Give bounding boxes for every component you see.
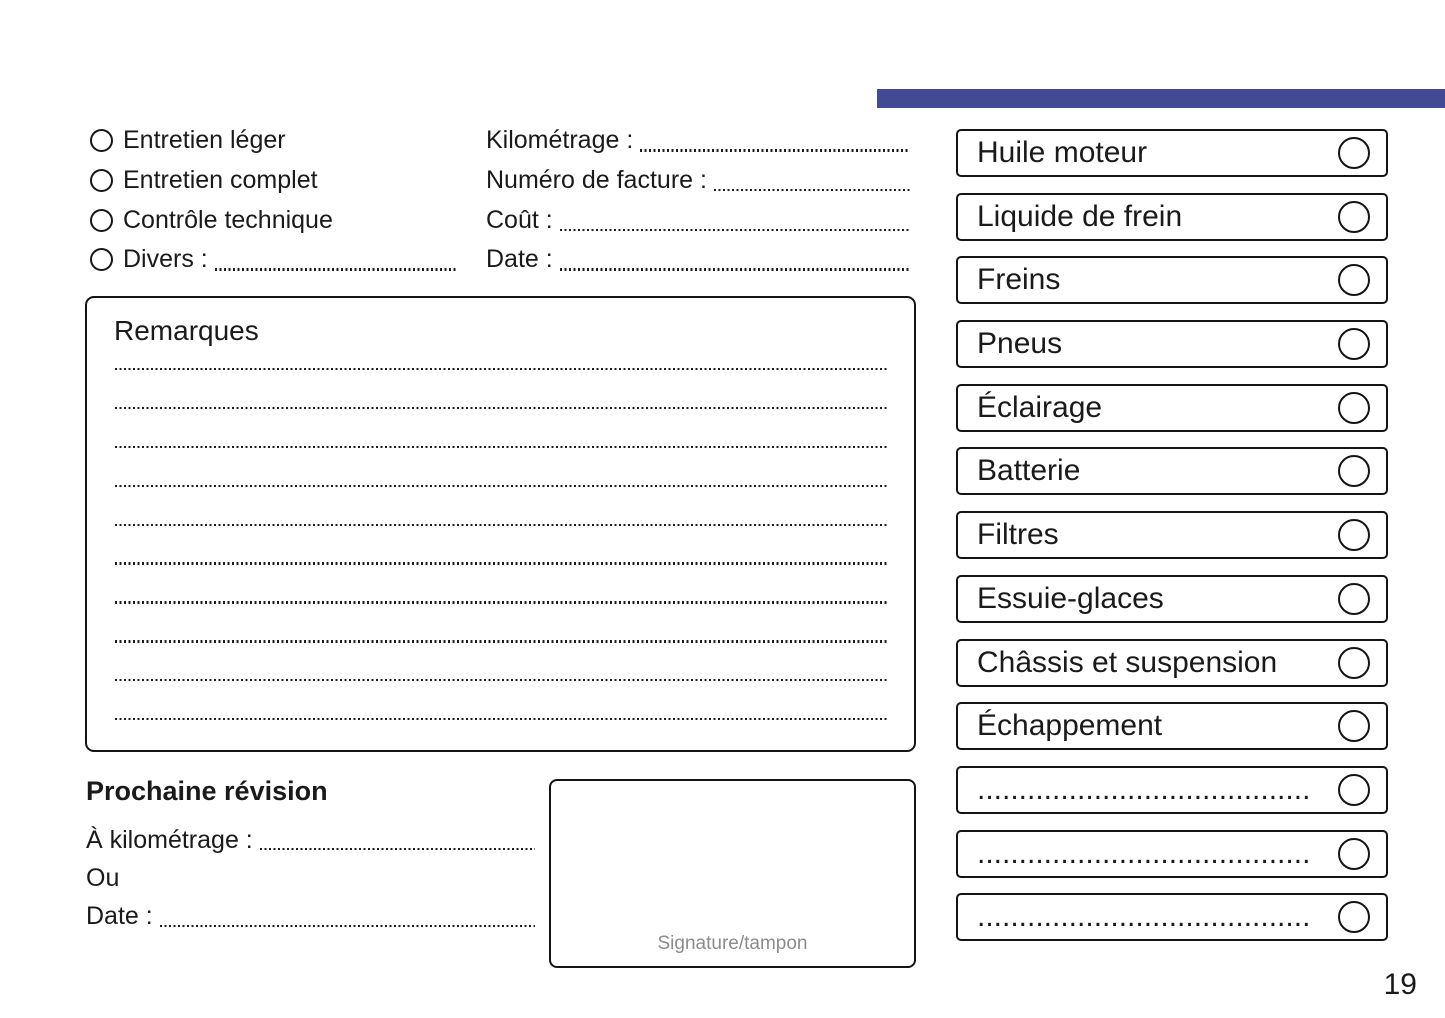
checklist-item [956,129,1388,177]
check-circle[interactable] [1338,710,1370,742]
write-in-line[interactable] [215,268,458,270]
write-in-line[interactable] [115,368,888,370]
write-in-line[interactable] [260,848,535,850]
check-circle[interactable] [1338,901,1370,933]
next-service-row [86,898,535,936]
checklist-item-blank[interactable] [956,766,1388,814]
radio-circle[interactable] [90,248,113,271]
check-circle[interactable] [1338,328,1370,360]
service-type-label: Entretien léger [123,126,286,155]
checklist-item-label: Essuie-glaces [977,581,1164,615]
service-type-options [90,121,458,280]
write-in-line[interactable] [115,524,888,526]
checklist-item [956,384,1388,432]
checklist-item [956,639,1388,687]
service-type-label: Divers : [123,245,208,274]
write-in-line[interactable] [160,925,535,927]
check-circle[interactable] [1338,519,1370,551]
checklist-item-label: Liquide de frein [977,199,1183,233]
remarks-title: Remarques [114,315,259,346]
checklist-item-label: Batterie [977,454,1081,488]
inspection-checklist [956,129,1388,941]
write-in-line[interactable] [115,485,888,487]
checklist-item-write-in[interactable]: ........................................ [977,836,1311,870]
remarks-box [85,296,916,752]
record-fields [486,121,910,280]
service-type-label: Contrôle technique [123,205,333,234]
write-in-line[interactable] [115,601,888,603]
field-label: Kilométrage : [486,126,634,155]
field-row [486,121,910,161]
checklist-item [956,193,1388,241]
service-type-option [90,240,458,280]
checklist-item [956,511,1388,559]
service-type-option [90,200,458,240]
check-circle[interactable] [1338,838,1370,870]
write-in-line[interactable] [115,562,888,564]
checklist-item-label: Échappement [977,709,1163,743]
radio-circle[interactable] [90,169,113,192]
service-type-label: Entretien complet [123,166,318,195]
write-in-line[interactable] [714,189,910,191]
write-in-line[interactable] [115,446,888,448]
signature-label: Signature/tampon [657,933,808,954]
write-in-line[interactable] [560,229,910,231]
radio-circle[interactable] [90,209,113,232]
checklist-item [956,575,1388,623]
checklist-item [956,320,1388,368]
check-circle[interactable] [1338,647,1370,679]
checklist-item-label: Freins [977,263,1061,297]
write-in-line[interactable] [115,679,888,681]
accent-bar [877,89,1445,108]
checklist-item-blank[interactable] [956,893,1388,941]
write-in-line[interactable] [115,407,888,409]
write-in-line[interactable] [560,268,910,270]
next-service-section [86,776,535,936]
checklist-item [956,702,1388,750]
write-in-line[interactable] [115,718,888,720]
check-circle[interactable] [1338,455,1370,487]
checklist-item-label: Filtres [977,518,1059,552]
checklist-item-write-in[interactable]: ........................................ [977,772,1311,806]
radio-circle[interactable] [90,129,113,152]
check-circle[interactable] [1338,774,1370,806]
next-service-row [86,821,535,859]
next-service-label: À kilométrage : [86,825,253,854]
page-number: 19 [1383,968,1417,1001]
signature-box[interactable] [549,779,916,968]
write-in-line[interactable] [115,640,888,642]
check-circle[interactable] [1338,583,1370,615]
service-type-option [90,161,458,201]
check-circle[interactable] [1338,392,1370,424]
checklist-item [956,447,1388,495]
service-type-option [90,121,458,161]
field-label: Date : [486,245,553,274]
check-circle[interactable] [1338,201,1370,233]
checklist-item-label: Châssis et suspension [977,645,1278,679]
check-circle[interactable] [1338,264,1370,296]
remarks-write-in-area [115,368,888,720]
check-circle[interactable] [1338,137,1370,169]
checklist-item-label: Pneus [977,327,1063,361]
field-row [486,161,910,201]
checklist-item [956,256,1388,304]
next-service-label: Date : [86,902,153,931]
field-row [486,240,910,280]
field-label: Coût : [486,205,553,234]
checklist-item-label: Éclairage [977,390,1103,424]
field-label: Numéro de facture : [486,166,707,195]
next-service-label: Ou [86,863,120,892]
field-row [486,200,910,240]
next-service-title: Prochaine révision [86,776,328,806]
checklist-item-blank[interactable] [956,830,1388,878]
checklist-item-label: Huile moteur [977,136,1148,169]
next-service-row [86,859,535,897]
write-in-line[interactable] [640,149,910,151]
checklist-item-write-in[interactable]: ........................................ [977,900,1311,934]
